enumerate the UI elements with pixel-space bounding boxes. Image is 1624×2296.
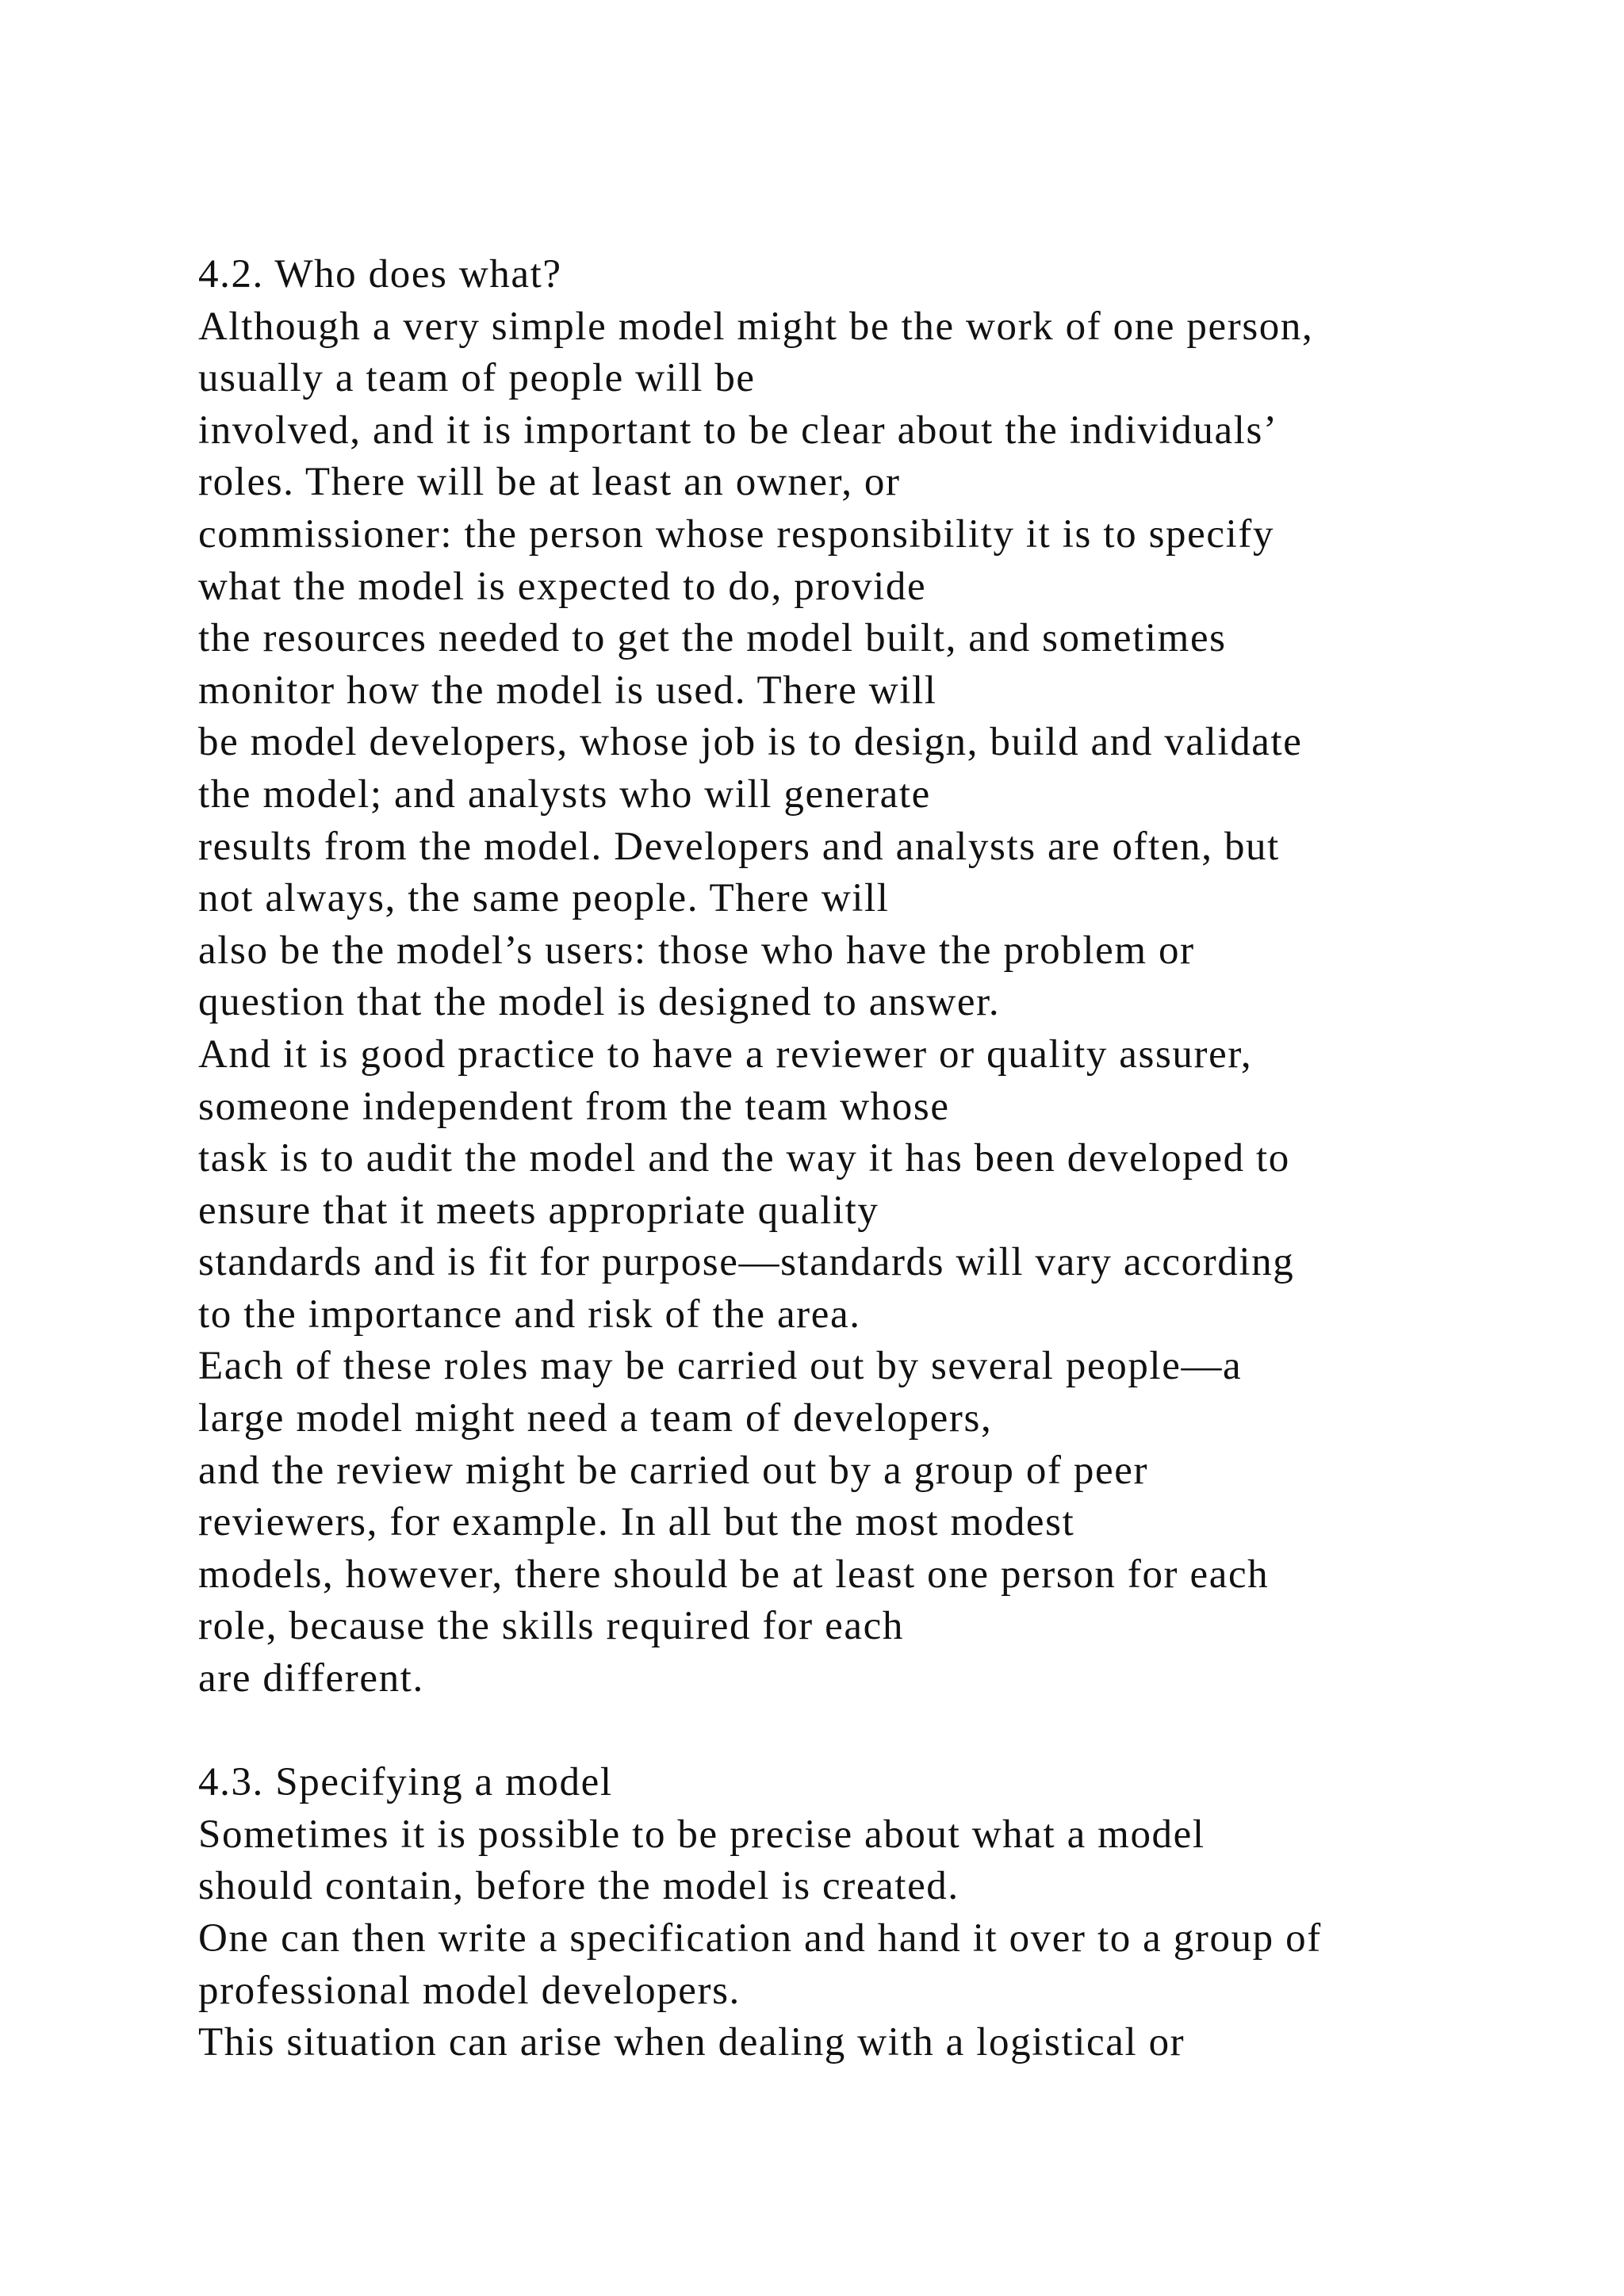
body-line: involved, and it is important to be clear about the individuals’ bbox=[198, 408, 1278, 453]
body-line: role, because the skills required for each bbox=[198, 1604, 904, 1649]
body-line: are different. bbox=[198, 1656, 424, 1701]
body-line: not always, the same people. There will bbox=[198, 876, 890, 921]
body-line: results from the model. Developers and analysts are often, but bbox=[198, 824, 1280, 869]
body-line: question that the model is designed to answer. bbox=[198, 980, 1001, 1025]
section-heading-4-3: 4.3. Specifying a model bbox=[198, 1760, 613, 1805]
body-line: And it is good practice to have a reviewer or quality assurer, bbox=[198, 1031, 1253, 1077]
body-line: the model; and analysts who will generate bbox=[198, 771, 931, 817]
body-line: task is to audit the model and the way it has been developed to bbox=[198, 1136, 1290, 1181]
body-line: ensure that it meets appropriate quality bbox=[198, 1188, 879, 1233]
body-line: roles. There will be at least an owner, or bbox=[198, 460, 901, 505]
body-line: the resources needed to get the model built, and sometimes bbox=[198, 616, 1227, 661]
body-line: reviewers, for example. In all but the most modest bbox=[198, 1500, 1075, 1545]
body-line: and the review might be carried out by a group of peer bbox=[198, 1448, 1149, 1493]
body-line: This situation can arise when dealing with a logistical or bbox=[198, 2020, 1185, 2065]
body-line: One can then write a specification and hand it over to a group of bbox=[198, 1916, 1322, 1961]
body-line: Sometimes it is possible to be precise about what a model bbox=[198, 1812, 1205, 1857]
body-line: standards and is fit for purpose—standards will vary according bbox=[198, 1240, 1295, 1285]
body-line: be model developers, whose job is to design, build and validate bbox=[198, 720, 1303, 765]
body-line: monitor how the model is used. There will bbox=[198, 668, 937, 713]
body-line: commissioner: the person whose responsibility it is to specify bbox=[198, 511, 1275, 557]
body-line: professional model developers. bbox=[198, 1968, 741, 2013]
body-line: large model might need a team of developers, bbox=[198, 1396, 993, 1441]
body-line: models, however, there should be at least one person for each bbox=[198, 1552, 1270, 1597]
body-line: should contain, before the model is created. bbox=[198, 1864, 959, 1909]
body-line: also be the model’s users: those who have the problem or bbox=[198, 928, 1195, 973]
body-line: usually a team of people will be bbox=[198, 356, 756, 401]
body-line: Although a very simple model might be the work of one person, bbox=[198, 304, 1314, 349]
section-heading-4-2: 4.2. Who does what? bbox=[198, 252, 562, 297]
body-line: Each of these roles may be carried out by several people—a bbox=[198, 1344, 1243, 1389]
body-line: what the model is expected to do, provide bbox=[198, 564, 927, 609]
body-line: to the importance and risk of the area. bbox=[198, 1292, 861, 1337]
paragraph-gap bbox=[198, 1705, 1546, 1758]
document-body bbox=[198, 249, 1546, 2069]
body-line: someone independent from the team whose bbox=[198, 1084, 950, 1129]
